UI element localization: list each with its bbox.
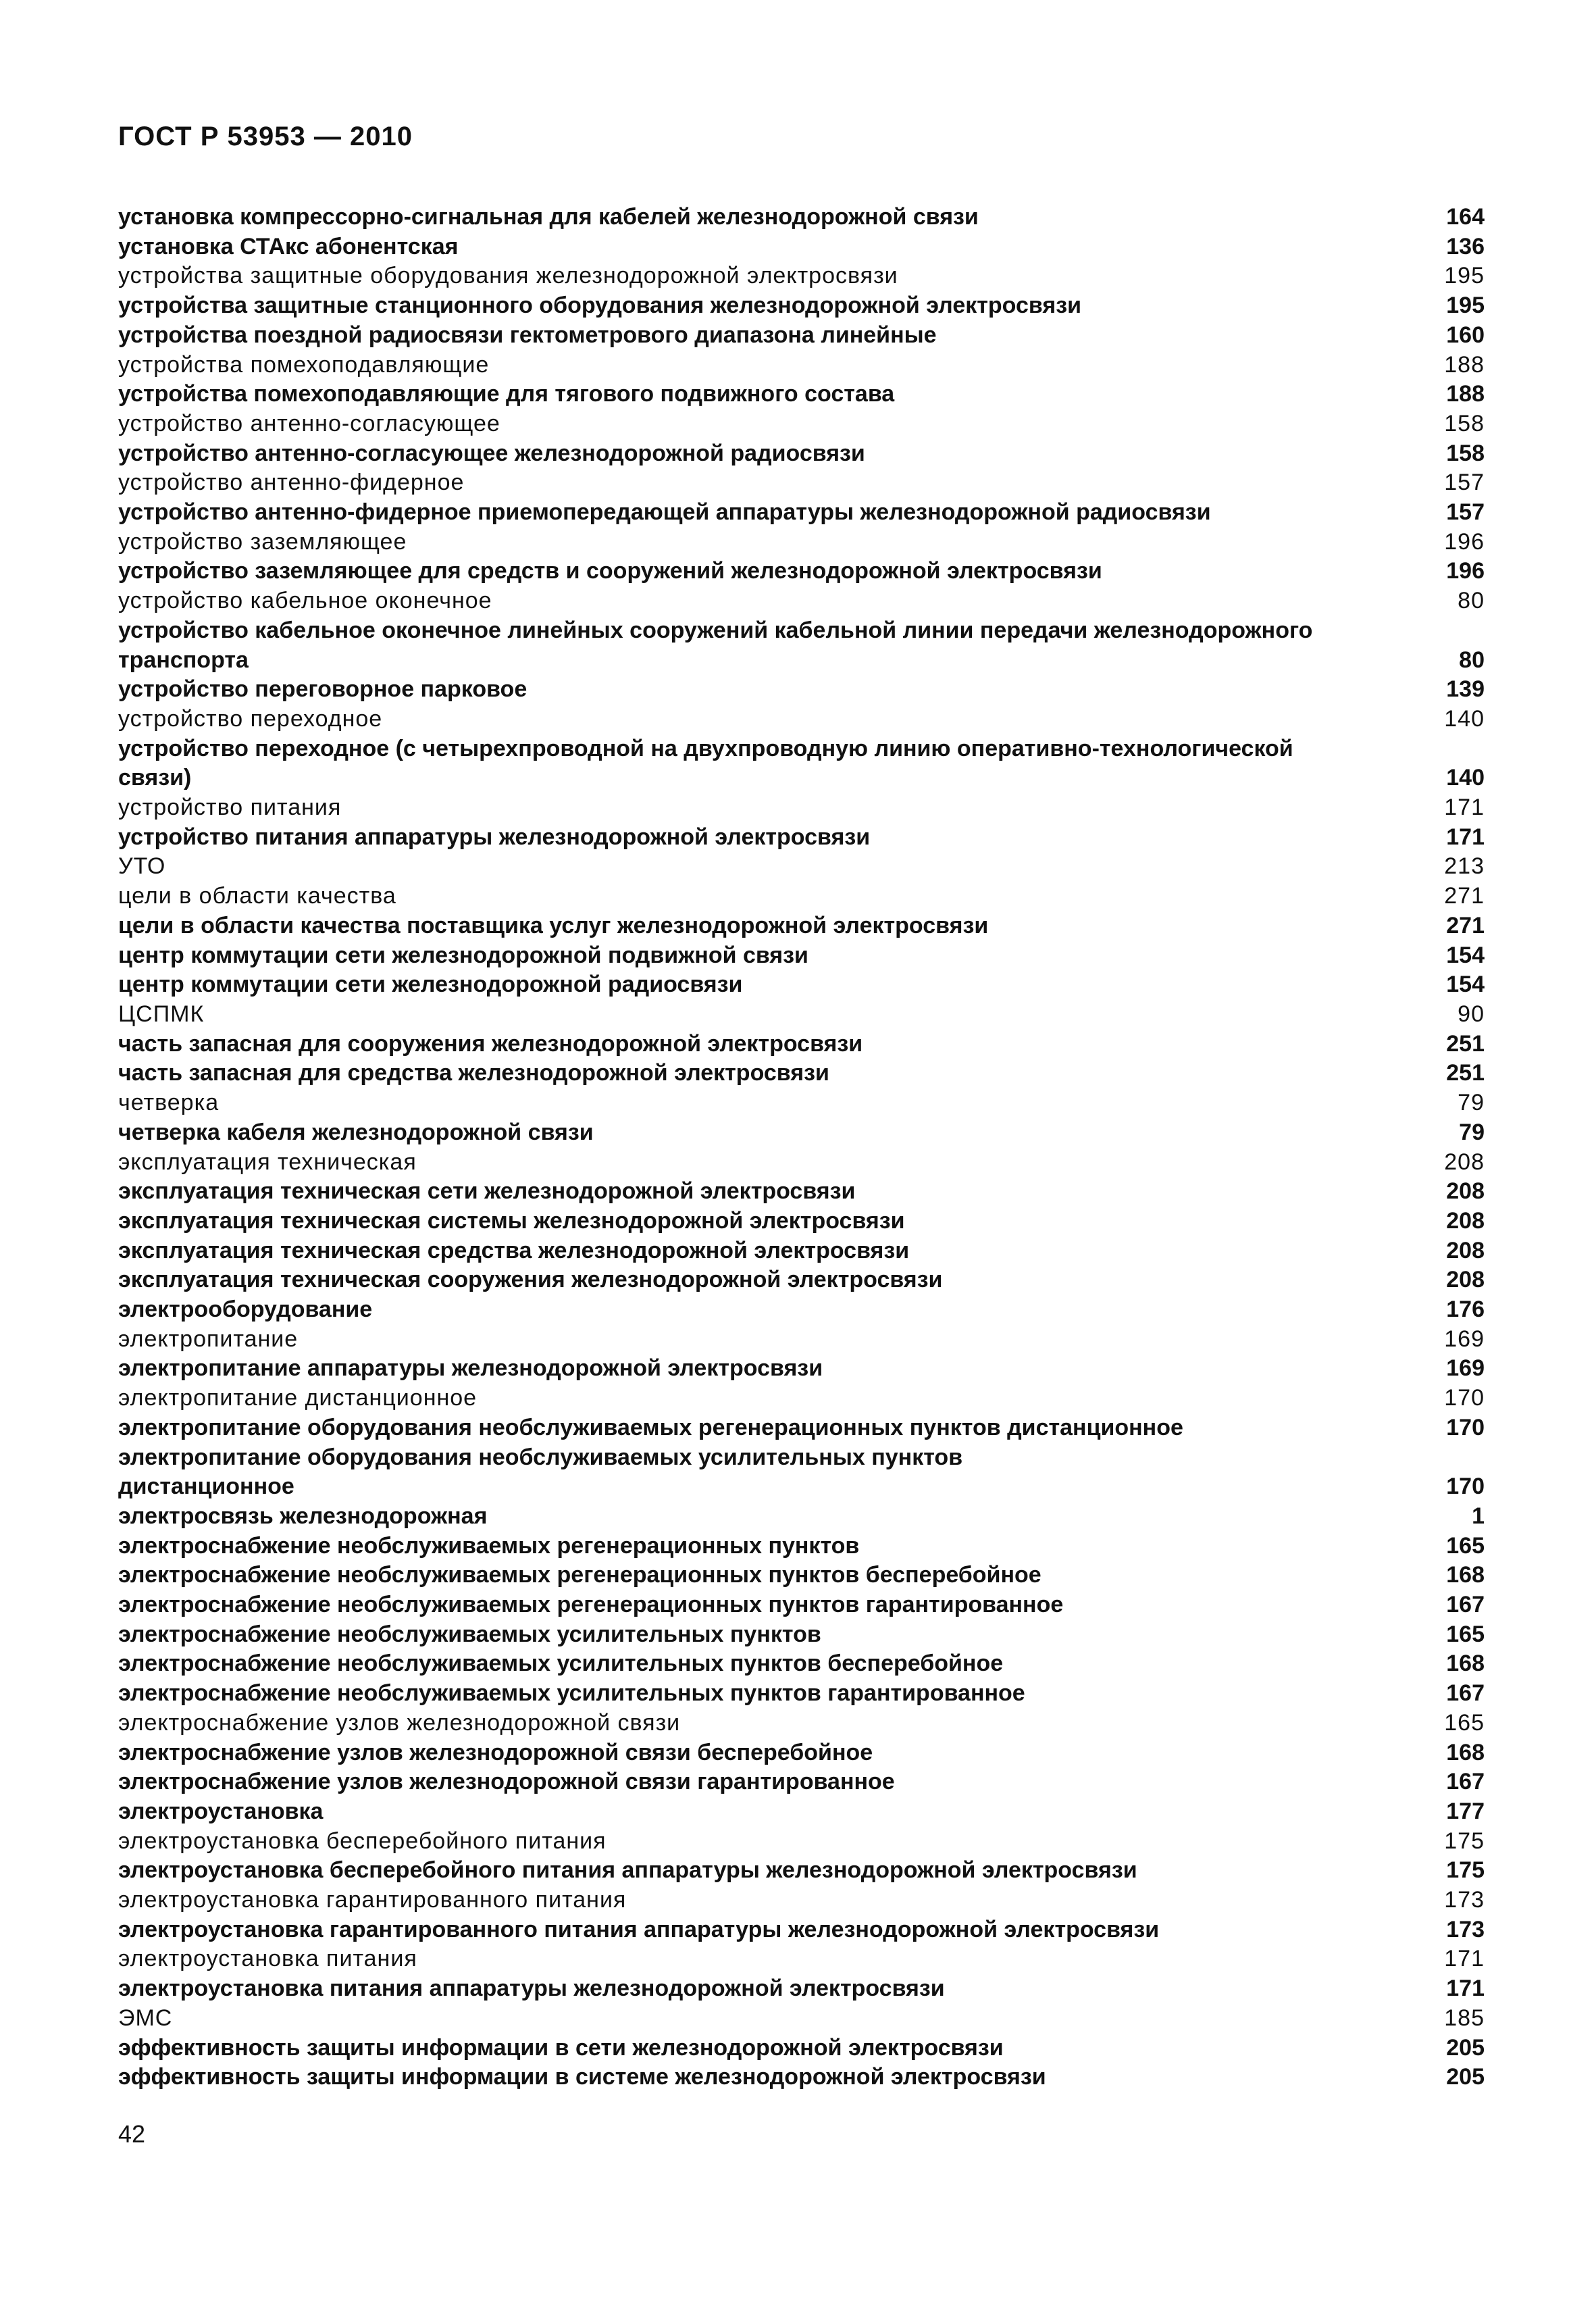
index-page-ref: 208 (1446, 1207, 1485, 1234)
index-entry (118, 2063, 1485, 2092)
page-number: 42 (118, 2120, 146, 2148)
index-entry (118, 1532, 1485, 1561)
index-page-ref: 208 (1444, 1149, 1485, 1175)
index-term: электропитание аппаратуры железнодорожной электросвязи (118, 1355, 823, 1382)
index-term: установка СТАкс абонентская (118, 233, 459, 259)
index-term: центр коммутации сети железнодорожной радиосвязи (118, 972, 743, 998)
index-term: четверка кабеля железнодорожной связи (118, 1119, 594, 1145)
index-term: устройство антенно-согласующее (118, 410, 500, 436)
index-page-ref: 158 (1444, 410, 1485, 436)
index-entry (118, 616, 1485, 646)
index-entry (118, 2004, 1485, 2034)
index-page-ref: 90 (1458, 1001, 1485, 1027)
index-term: устройство переходное (118, 705, 383, 732)
index-page-ref: 160 (1446, 322, 1485, 348)
index-page-ref: 188 (1446, 381, 1485, 407)
index-term: устройства помехоподавляющие для тягового подвижного состава (118, 381, 895, 407)
index-page-ref: 167 (1446, 1680, 1485, 1707)
index-term: электропитание дистанционное (118, 1385, 478, 1411)
index-page-ref: 165 (1444, 1709, 1485, 1736)
index-term: устройства поездной радиосвязи гектометрового диапазона линейные (118, 322, 937, 348)
index-entry (118, 203, 1485, 232)
index-term: устройство антенно-согласующее железнодорожной радиосвязи (118, 440, 865, 466)
index-term: связи) (118, 765, 192, 791)
index-term: электропитание оборудования необслуживаемых регенерационных пунктов дистанционное (118, 1414, 1183, 1440)
index-term: устройства помехоподавляющие (118, 351, 490, 378)
index-page-ref: 208 (1446, 1178, 1485, 1205)
index-page-ref: 1 (1472, 1503, 1485, 1529)
index-entry (118, 1767, 1485, 1797)
index-page-ref: 213 (1444, 853, 1485, 880)
index-entry (118, 1207, 1485, 1236)
index-entry (118, 439, 1485, 469)
index-page-ref: 271 (1444, 883, 1485, 909)
index-entry (118, 1443, 1485, 1473)
index-entry (118, 2034, 1485, 2063)
index-page-ref: 171 (1446, 824, 1485, 850)
index-entry (118, 941, 1485, 971)
index-page-ref: 165 (1446, 1621, 1485, 1647)
index-entry (118, 646, 1485, 676)
index-term: электросвязь железнодорожная (118, 1503, 488, 1529)
index-page-ref: 175 (1444, 1828, 1485, 1854)
index-page-ref: 196 (1444, 528, 1485, 555)
index-term: электроустановка бесперебойного питания аппаратуры железнодорожной электросвязи (118, 1857, 1137, 1884)
index-entry (118, 1886, 1485, 1915)
index-term: устройство переходное (с четырехпроводной на двухпроводную линию оперативно-технологической (118, 735, 1293, 761)
index-page-ref: 168 (1446, 1651, 1485, 1677)
index-entry (118, 1797, 1485, 1827)
index-entry (118, 1265, 1485, 1295)
index-page-ref: 80 (1459, 647, 1485, 673)
index-term: эффективность защиты информации в сети железнодорожной электросвязи (118, 2034, 1004, 2061)
index-entry (118, 1502, 1485, 1532)
index-term: транспорта (118, 647, 249, 673)
index-entry (118, 1679, 1485, 1709)
index-term: дистанционное (118, 1474, 294, 1500)
index-entry (118, 232, 1485, 262)
index-page-ref: 170 (1446, 1474, 1485, 1500)
index-entry (118, 1856, 1485, 1886)
document-header: ГОСТ Р 53953 — 2010 (118, 122, 413, 151)
index-page-ref: 136 (1446, 233, 1485, 259)
index-term: электроснабжение узлов железнодорожной связи (118, 1709, 681, 1736)
index-term: установка компрессорно-сигнальная для кабелей железнодорожной связи (118, 204, 979, 230)
index-entry (118, 1827, 1485, 1857)
index-page-ref: 177 (1446, 1798, 1485, 1824)
index-page-ref: 170 (1446, 1414, 1485, 1440)
index-entry (118, 1944, 1485, 1974)
index-page-ref: 195 (1444, 263, 1485, 289)
index-term: электропитание оборудования необслуживаемых усилительных пунктов (118, 1444, 963, 1470)
index-entry (118, 1088, 1485, 1118)
index-entry (118, 882, 1485, 911)
index-page-ref: 185 (1444, 2005, 1485, 2031)
index-term: электроснабжение необслуживаемых усилительных пунктов гарантированное (118, 1680, 1025, 1707)
index-page-ref: 251 (1446, 1030, 1485, 1057)
index-term: ЦСПМК (118, 1001, 205, 1027)
index-term: электроснабжение необслуживаемых регенерационных пунктов бесперебойное (118, 1562, 1041, 1588)
index-entry (118, 468, 1485, 498)
index-term: цели в области качества (118, 883, 396, 909)
index-page-ref: 173 (1444, 1887, 1485, 1913)
index-entry (118, 557, 1485, 586)
index-entry (118, 321, 1485, 351)
index-page-ref: 140 (1444, 705, 1485, 732)
index-term: устройство заземляющее (118, 528, 407, 555)
index-entry (118, 1118, 1485, 1148)
index-entry (118, 1236, 1485, 1266)
index-page-ref: 139 (1446, 676, 1485, 703)
index-term: электроустановка гарантированного питания аппаратуры железнодорожной электросвязи (118, 1916, 1160, 1942)
index-entry (118, 1709, 1485, 1738)
index-page-ref: 208 (1446, 1267, 1485, 1293)
index-entry (118, 705, 1485, 734)
index-term: эксплуатация техническая сети железнодорожной электросвязи (118, 1178, 856, 1205)
index-page-ref: 140 (1446, 765, 1485, 791)
index-page-ref: 205 (1446, 2034, 1485, 2061)
index-entry (118, 1413, 1485, 1443)
index-term: часть запасная для сооружения железнодорожной электросвязи (118, 1030, 863, 1057)
index-term: эксплуатация техническая (118, 1149, 417, 1175)
index-page-ref: 169 (1446, 1355, 1485, 1382)
index-entry (118, 793, 1485, 823)
index-page-ref: 168 (1446, 1739, 1485, 1765)
index-page-ref: 271 (1446, 912, 1485, 938)
index-page-ref: 173 (1446, 1916, 1485, 1942)
index-page-ref: 157 (1444, 470, 1485, 496)
index-page-ref: 154 (1446, 942, 1485, 968)
index-page-ref: 154 (1446, 972, 1485, 998)
index-page-ref: 188 (1444, 351, 1485, 378)
index-entry (118, 1030, 1485, 1059)
index-term: устройство заземляющее для средств и сооружений железнодорожной электросвязи (118, 558, 1102, 584)
index-term: четверка (118, 1090, 220, 1116)
index-page-ref: 157 (1446, 499, 1485, 526)
index-page-ref: 168 (1446, 1562, 1485, 1588)
index-page-ref: 79 (1459, 1119, 1485, 1145)
index-term: электроустановка питания аппаратуры железнодорожной электросвязи (118, 1976, 945, 2002)
index-entry (118, 261, 1485, 291)
index-page-ref: 171 (1444, 1946, 1485, 1972)
index-term: электроснабжение узлов железнодорожной связи бесперебойное (118, 1739, 873, 1765)
index-entry (118, 1295, 1485, 1325)
index-entry (118, 1000, 1485, 1030)
index-entry (118, 351, 1485, 380)
index-term: электрооборудование (118, 1297, 373, 1323)
index-term: эксплуатация техническая системы железнодорожной электросвязи (118, 1207, 905, 1234)
index-page-ref: 164 (1446, 204, 1485, 230)
index-term: устройства защитные станционного оборудования железнодорожной электросвязи (118, 293, 1081, 319)
index-page-ref: 176 (1446, 1297, 1485, 1323)
index-term: эксплуатация техническая сооружения железнодорожной электросвязи (118, 1267, 943, 1293)
index-page-ref: 175 (1446, 1857, 1485, 1884)
index-term: электроустановка гарантированного питания (118, 1887, 627, 1913)
index-entry (118, 498, 1485, 528)
index-term: устройство переговорное парковое (118, 676, 527, 703)
index-entry (118, 586, 1485, 616)
index-term: часть запасная для средства железнодорожной электросвязи (118, 1060, 829, 1086)
index-term: электроустановка питания (118, 1946, 417, 1972)
index-page-ref: 167 (1446, 1592, 1485, 1618)
index-page-ref: 171 (1444, 795, 1485, 821)
index-entry (118, 970, 1485, 1000)
index-entry (118, 675, 1485, 705)
index-page-ref: 158 (1446, 440, 1485, 466)
index-page-ref: 171 (1446, 1976, 1485, 2002)
index-term: электроснабжение необслуживаемых усилительных пунктов (118, 1621, 821, 1647)
index-page-ref: 79 (1458, 1090, 1485, 1116)
index-term: устройство антенно-фидерное (118, 470, 465, 496)
index-entry-list (118, 203, 1485, 2092)
index-term: эксплуатация техническая средства железнодорожной электросвязи (118, 1237, 910, 1263)
index-term: электроснабжение необслуживаемых регенерационных пунктов гарантированное (118, 1592, 1064, 1618)
index-entry (118, 1738, 1485, 1768)
index-entry (118, 1590, 1485, 1620)
index-term: электроустановка (118, 1798, 324, 1824)
index-entry (118, 1059, 1485, 1088)
index-entry (118, 763, 1485, 793)
index-entry (118, 1561, 1485, 1590)
index-term: электроснабжение необслуживаемых усилительных пунктов бесперебойное (118, 1651, 1004, 1677)
index-entry (118, 1177, 1485, 1207)
index-entry (118, 1472, 1485, 1502)
index-term: ЭМС (118, 2005, 173, 2031)
index-term: устройство питания (118, 795, 342, 821)
index-entry (118, 1620, 1485, 1650)
index-term: центр коммутации сети железнодорожной подвижной связи (118, 942, 808, 968)
index-page-ref: 165 (1446, 1532, 1485, 1559)
index-entry (118, 1354, 1485, 1384)
index-page-ref: 195 (1446, 293, 1485, 319)
index-entry (118, 1915, 1485, 1945)
index-term: цели в области качества поставщика услуг железнодорожной электросвязи (118, 912, 989, 938)
index-entry (118, 380, 1485, 409)
index-term: УТО (118, 853, 166, 880)
index-page-ref: 205 (1446, 2064, 1485, 2090)
index-term: эффективность защиты информации в системе железнодорожной электросвязи (118, 2064, 1046, 2090)
index-entry (118, 1148, 1485, 1178)
index-entry (118, 1649, 1485, 1679)
index-term: электроснабжение узлов железнодорожной связи гарантированное (118, 1769, 895, 1795)
index-term: устройства защитные оборудования железнодорожной электросвязи (118, 263, 898, 289)
index-page-ref: 80 (1458, 588, 1485, 614)
index-page-ref: 208 (1446, 1237, 1485, 1263)
index-entry (118, 291, 1485, 321)
index-term: электропитание (118, 1326, 299, 1352)
index-entry (118, 1325, 1485, 1355)
index-entry (118, 409, 1485, 439)
index-term: электроустановка бесперебойного питания (118, 1828, 607, 1854)
index-entry (118, 852, 1485, 882)
index-entry (118, 911, 1485, 941)
index-page-ref: 169 (1444, 1326, 1485, 1352)
index-page-ref: 196 (1446, 558, 1485, 584)
index-entry (118, 823, 1485, 853)
index-entry (118, 1384, 1485, 1413)
index-term: устройство антенно-фидерное приемопередающей аппаратуры железнодорожной радиосвязи (118, 499, 1211, 526)
index-term: устройство питания аппаратуры железнодорожной электросвязи (118, 824, 871, 850)
index-page-ref: 167 (1446, 1769, 1485, 1795)
index-page-ref: 251 (1446, 1060, 1485, 1086)
index-entry (118, 1974, 1485, 2004)
index-entry (118, 734, 1485, 764)
index-term: устройство кабельное оконечное линейных сооружений кабельной линии передачи железнодорожного (118, 617, 1313, 643)
index-term: устройство кабельное оконечное (118, 588, 492, 614)
index-entry (118, 528, 1485, 557)
index-term: электроснабжение необслуживаемых регенерационных пунктов (118, 1532, 860, 1559)
index-page-ref: 170 (1444, 1385, 1485, 1411)
